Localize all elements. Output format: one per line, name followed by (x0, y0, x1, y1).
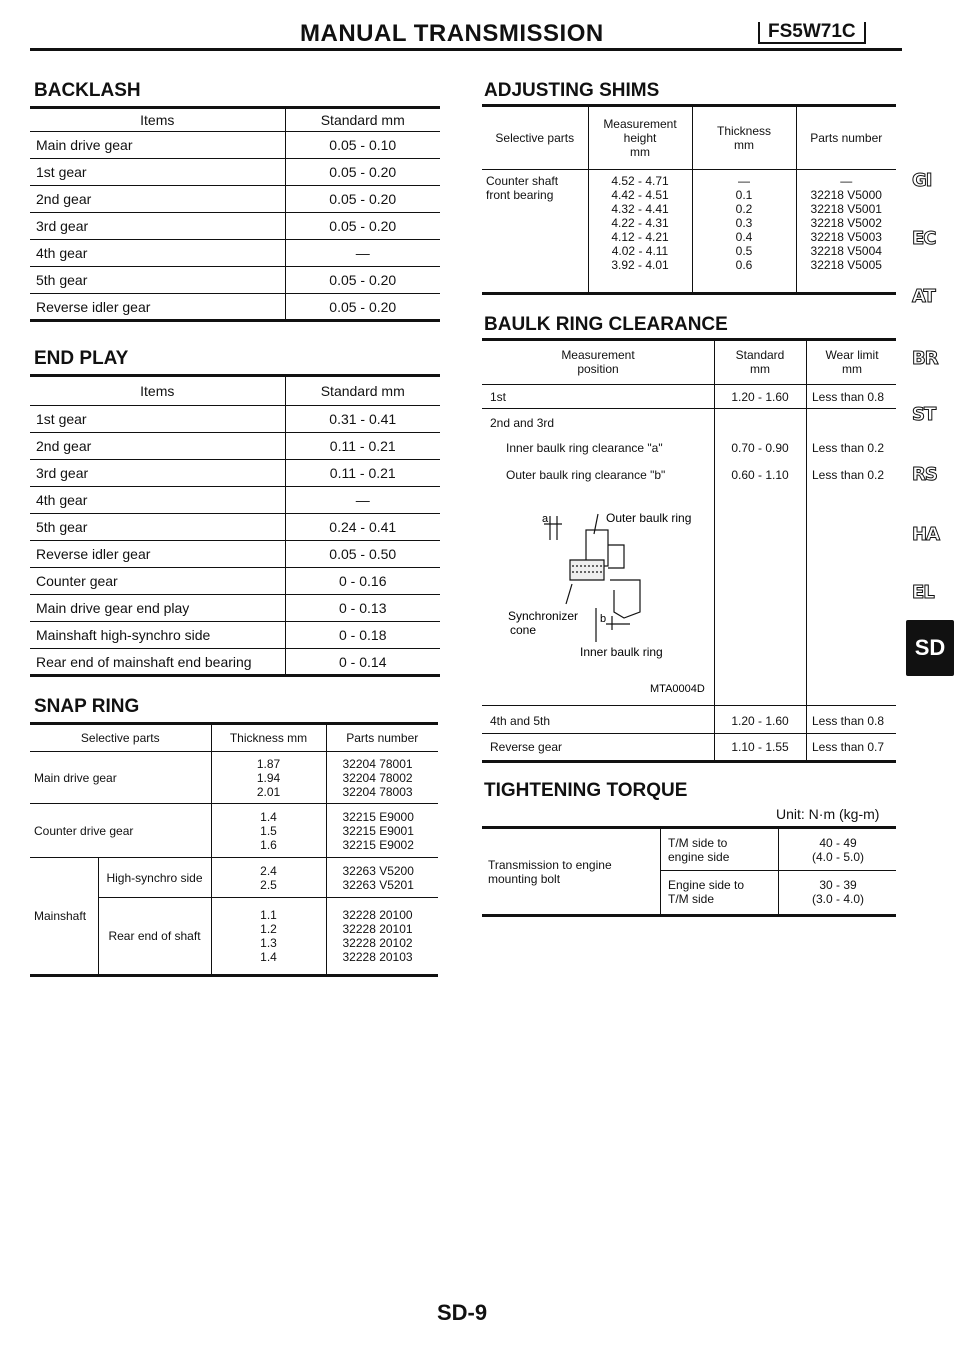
text-value: — (840, 174, 853, 188)
text-value: Engine side to (668, 878, 745, 892)
text-value (692, 106, 796, 170)
baulk-vline-1 (714, 340, 715, 762)
text-value: T/M side to (668, 836, 728, 850)
table-cell: Inner baulk ring clearance "a" (506, 441, 663, 455)
text-value: 32263 V5200 (342, 863, 414, 878)
tab-st[interactable]: ST (912, 404, 936, 425)
endplay-title: END PLAY (34, 348, 129, 369)
table-cell: 0 - 0.14 (285, 649, 440, 676)
table-cell: 1.20 - 1.60 (731, 390, 789, 404)
text-value: 3.92 - 4.01 (611, 258, 669, 272)
text-value: 32218 V5004 (810, 244, 882, 258)
table-cell: Mainshaft high-synchro side (30, 622, 285, 649)
figure-code: MTA0004D (650, 683, 705, 695)
text-value: 0.5 (735, 244, 753, 258)
text-value: 0.6 (735, 258, 753, 272)
label-a: a (542, 513, 549, 525)
table-cell: 2nd gear (30, 433, 285, 460)
text-value: mounting bolt (488, 872, 561, 886)
backlash-table (30, 106, 440, 322)
endplay-col-standard: Standard mm (285, 376, 440, 406)
baulk-rule (482, 384, 896, 385)
table-cell: Less than 0.2 (812, 468, 885, 482)
table-cell: Main drive gear end play (30, 595, 285, 622)
text-value: T/M side (668, 892, 715, 906)
text-value: 40 - 49 (819, 836, 857, 850)
baulk-rule (482, 705, 896, 706)
text-value: Counter shaft (486, 174, 559, 188)
torque-title: TIGHTENING TORQUE (484, 780, 688, 801)
table-cell: 0 - 0.16 (285, 568, 440, 595)
table-cell: High-synchro side (98, 858, 211, 898)
text-value: 32218 V5000 (810, 188, 882, 202)
text-value (326, 858, 438, 898)
tab-br[interactable]: BR (912, 348, 938, 369)
text-value (482, 170, 588, 294)
torque-rule (660, 870, 896, 871)
table-cell: 1st gear (30, 406, 285, 433)
text-value: 1.2 (260, 922, 277, 936)
tab-ha[interactable]: HA (912, 524, 939, 545)
text-value (211, 752, 326, 804)
baulk-title: BAULK RING CLEARANCE (484, 314, 728, 335)
table-cell: 1st gear (30, 159, 285, 186)
table-cell: Main drive gear (30, 752, 211, 804)
table-cell: 0.05 - 0.20 (285, 186, 440, 213)
table-cell: 4th and 5th (490, 714, 551, 728)
table-cell: 0.31 - 0.41 (285, 406, 440, 433)
text-value: mm (842, 362, 862, 376)
text-value: 32263 V5201 (342, 877, 414, 892)
text-value: 1.6 (260, 837, 277, 852)
endplay-table (30, 374, 440, 677)
text-value: 0.2 (735, 202, 753, 216)
text-value: (4.0 - 5.0) (811, 850, 865, 864)
tab-gi[interactable]: GI (912, 170, 932, 191)
shims-title: ADJUSTING SHIMS (484, 80, 660, 101)
endplay-col-items: Items (30, 376, 285, 406)
table-cell: 0.05 - 0.20 (285, 294, 440, 321)
label-b: b (600, 613, 607, 625)
text-value: 32218 V5001 (810, 202, 882, 216)
table-cell: 0.70 - 0.90 (731, 441, 789, 455)
text-value: 1.3 (260, 936, 277, 950)
text-value: front bearing (486, 188, 554, 202)
table-cell: 0.05 - 0.20 (285, 267, 440, 294)
table-cell: 3rd gear (30, 460, 285, 487)
table-cell: 5th gear (30, 514, 285, 541)
text-value: Thickness (716, 124, 772, 138)
baulk-rule (482, 733, 896, 734)
backlash-col-standard: Standard mm (285, 108, 440, 132)
tab-ec[interactable]: EC (912, 228, 936, 249)
text-value: 1.87 (256, 756, 281, 771)
table-cell: 0 - 0.13 (285, 595, 440, 622)
torque-r2-side (668, 878, 744, 906)
text-value: mm (630, 145, 650, 159)
table-cell: Counter drive gear (30, 804, 211, 858)
baulk-col-position (484, 348, 712, 376)
text-value: Wear limit (825, 348, 879, 362)
baulk-bottom-rule (482, 760, 896, 763)
text-value: 32228 20101 (342, 922, 413, 936)
text-value: 0.3 (735, 216, 753, 230)
text-value: 32204 78003 (342, 784, 413, 799)
text-value (326, 752, 438, 804)
text-value: 32228 20103 (342, 950, 413, 964)
table-cell: Less than 0.2 (812, 441, 885, 455)
model-code: FS5W71C (758, 22, 866, 44)
table-cell: 2nd and 3rd (490, 416, 555, 430)
text-value: 2.4 (260, 863, 277, 878)
label-sync2: cone (510, 623, 537, 637)
text-value: 4.22 - 4.31 (611, 216, 669, 230)
table-cell: Counter gear (30, 568, 285, 595)
table-cell: 0.05 - 0.10 (285, 132, 440, 159)
text-value: Measurement (603, 117, 677, 131)
text-value (588, 170, 692, 294)
table-cell: Reverse gear (490, 740, 563, 754)
snapring-table (30, 722, 438, 977)
table-cell: Less than 0.8 (812, 390, 885, 404)
table-cell: — (285, 240, 440, 267)
text-value: 2.5 (260, 877, 277, 892)
text-value (796, 170, 896, 294)
table-cell: 0 - 0.18 (285, 622, 440, 649)
snapring-title: SNAP RING (34, 696, 140, 717)
label-outer: Outer baulk ring (606, 511, 692, 525)
table-cell: Less than 0.7 (812, 740, 885, 754)
table-cell: 3rd gear (30, 213, 285, 240)
table-cell: Reverse idler gear (30, 541, 285, 568)
text-value: mm (750, 362, 770, 376)
text-value: height (623, 131, 657, 145)
text-value: 1.5 (260, 823, 277, 838)
table-cell: Main drive gear (30, 132, 285, 159)
text-value: position (577, 362, 619, 376)
page-title: MANUAL TRANSMISSION (300, 20, 604, 47)
table-cell: 1st (490, 390, 507, 404)
table-cell: 0.05 - 0.50 (285, 541, 440, 568)
text-value: 4.32 - 4.41 (611, 202, 669, 216)
text-value: Measurement (561, 348, 635, 362)
table-cell: 2nd gear (30, 186, 285, 213)
baulk-ring-diagram (500, 500, 712, 700)
torque-vline-1 (660, 828, 661, 916)
table-cell: 0.05 - 0.20 (285, 159, 440, 186)
torque-vline-2 (778, 828, 779, 916)
table-cell: 4th gear (30, 240, 285, 267)
page-number: SD-9 (437, 1300, 488, 1325)
table-cell: 0.11 - 0.21 (285, 460, 440, 487)
text-value (211, 858, 326, 898)
text-value: 1.4 (260, 809, 277, 824)
table-cell: — (285, 487, 440, 514)
snapring-col-parts-number: Parts number (326, 724, 438, 752)
shims-table (482, 104, 896, 295)
torque-r2-value (780, 878, 896, 906)
text-value: 32215 E9002 (342, 837, 414, 852)
text-value: 0.4 (735, 230, 753, 244)
tab-at[interactable]: AT (912, 286, 935, 307)
text-value (211, 898, 326, 976)
tab-el[interactable]: EL (912, 582, 934, 603)
text-value (211, 804, 326, 858)
label-sync1: Synchronizer (508, 609, 579, 623)
torque-label (488, 858, 612, 886)
text-value (326, 804, 438, 858)
text-value: Standard (735, 348, 785, 362)
text-value: 32218 V5003 (810, 230, 882, 244)
text-value: 32218 V5002 (810, 216, 882, 230)
snapring-col-parts: Selective parts (30, 724, 211, 752)
baulk-col-wear (808, 348, 896, 376)
table-cell: 1.20 - 1.60 (731, 714, 789, 728)
text-value: (3.0 - 4.0) (811, 892, 865, 906)
text-value (588, 106, 692, 170)
text-value: 1.1 (260, 908, 277, 922)
text-value: 4.42 - 4.51 (611, 188, 669, 202)
baulk-rule (482, 408, 896, 409)
table-cell: 4th gear (30, 487, 285, 514)
text-value: 32215 E9001 (342, 823, 414, 838)
torque-r1-side (668, 836, 729, 864)
table-cell: Rear end of shaft (98, 898, 211, 976)
snapring-col-thickness: Thickness mm (211, 724, 326, 752)
text-value: 32228 20102 (342, 936, 413, 950)
torque-unit: Unit: N·m (kg-m) (776, 806, 880, 822)
tab-rs[interactable]: RS (912, 464, 937, 485)
torque-top-rule (482, 826, 896, 829)
text-value: 32215 E9000 (342, 809, 414, 824)
text-value: Transmission to engine (488, 858, 612, 872)
table-cell: Less than 0.8 (812, 714, 885, 728)
torque-bottom-rule (482, 914, 896, 917)
text-value: 30 - 39 (819, 878, 857, 892)
table-cell: Outer baulk ring clearance "b" (506, 468, 666, 482)
text-value (692, 170, 796, 294)
text-value: mm (734, 138, 754, 152)
text-value: 32218 V5005 (810, 258, 882, 272)
torque-r1-value (780, 836, 896, 864)
text-value: 0.1 (735, 188, 753, 202)
backlash-title: BACKLASH (34, 80, 141, 101)
baulk-vline-2 (806, 340, 807, 762)
table-cell: Reverse idler gear (30, 294, 285, 321)
text-value: 4.12 - 4.21 (611, 230, 669, 244)
text-value: 32228 20100 (342, 908, 413, 922)
table-cell: 0.11 - 0.21 (285, 433, 440, 460)
table-cell: Mainshaft (30, 858, 98, 976)
text-value: 32204 78002 (342, 770, 413, 785)
table-cell: 0.05 - 0.20 (285, 213, 440, 240)
table-cell: 0.60 - 1.10 (731, 468, 789, 482)
table-cell: 1.10 - 1.55 (731, 740, 789, 754)
tab-sd-active[interactable]: SD (906, 620, 954, 676)
label-inner: Inner baulk ring (580, 645, 663, 659)
text-value: 2.01 (256, 784, 281, 799)
text-value: engine side (668, 850, 730, 864)
text-value: 1.94 (256, 770, 281, 785)
text-value: 4.02 - 4.11 (611, 244, 669, 258)
text-value: 4.52 - 4.71 (611, 174, 669, 188)
table-cell: Rear end of mainshaft end bearing (30, 649, 285, 676)
baulk-col-standard (716, 348, 804, 376)
header-rule (30, 48, 902, 51)
text-value: 32204 78001 (342, 756, 413, 771)
baulk-top-rule (482, 338, 896, 341)
shims-col-parts-number: Parts number (796, 106, 896, 170)
text-value: 1.4 (260, 950, 277, 964)
text-value: — (738, 174, 750, 188)
text-value (326, 898, 438, 976)
table-cell: 0.24 - 0.41 (285, 514, 440, 541)
shims-col-parts: Selective parts (482, 106, 588, 170)
table-cell: 5th gear (30, 267, 285, 294)
backlash-col-items: Items (30, 108, 285, 132)
